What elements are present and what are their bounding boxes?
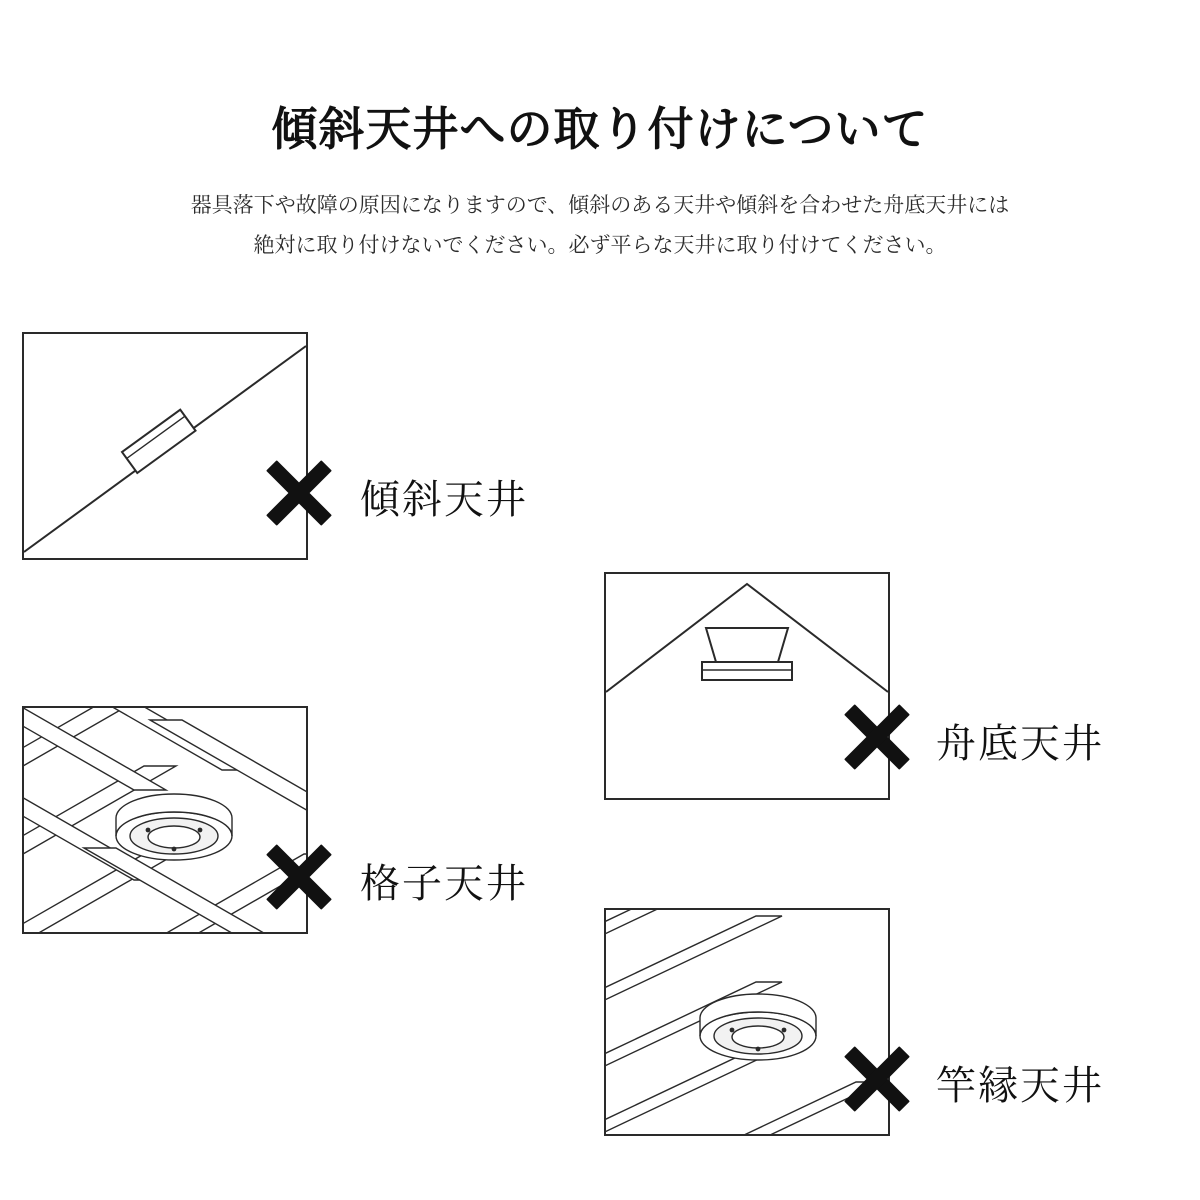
figure-lattice-ceiling	[22, 706, 308, 934]
lattice-ceiling-illustration	[24, 708, 306, 932]
caption-saobuchi: 竿縁天井	[936, 1064, 1104, 1108]
caption-sloped: 傾斜天井	[360, 478, 528, 522]
x-mark-sloped	[268, 462, 330, 524]
x-mark-boat	[846, 706, 908, 768]
lead-line-2: 絶対に取り付けないでください。必ず平らな天井に取り付けてください。	[253, 233, 947, 257]
lead-line-1: 器具落下や故障の原因になりますので、傾斜のある天井や傾斜を合わせた舟底天井には	[190, 194, 1010, 217]
sloped-ceiling-illustration	[24, 334, 306, 558]
x-mark-lattice	[268, 846, 330, 908]
figure-sloped-ceiling	[22, 332, 308, 560]
x-mark-saobuchi	[846, 1048, 908, 1110]
caption-lattice: 格子天井	[360, 862, 528, 906]
lead-paragraph	[0, 186, 1200, 266]
page-title: 傾斜天井への取り付けについて	[271, 102, 929, 155]
caption-boat: 舟底天井	[936, 722, 1104, 766]
